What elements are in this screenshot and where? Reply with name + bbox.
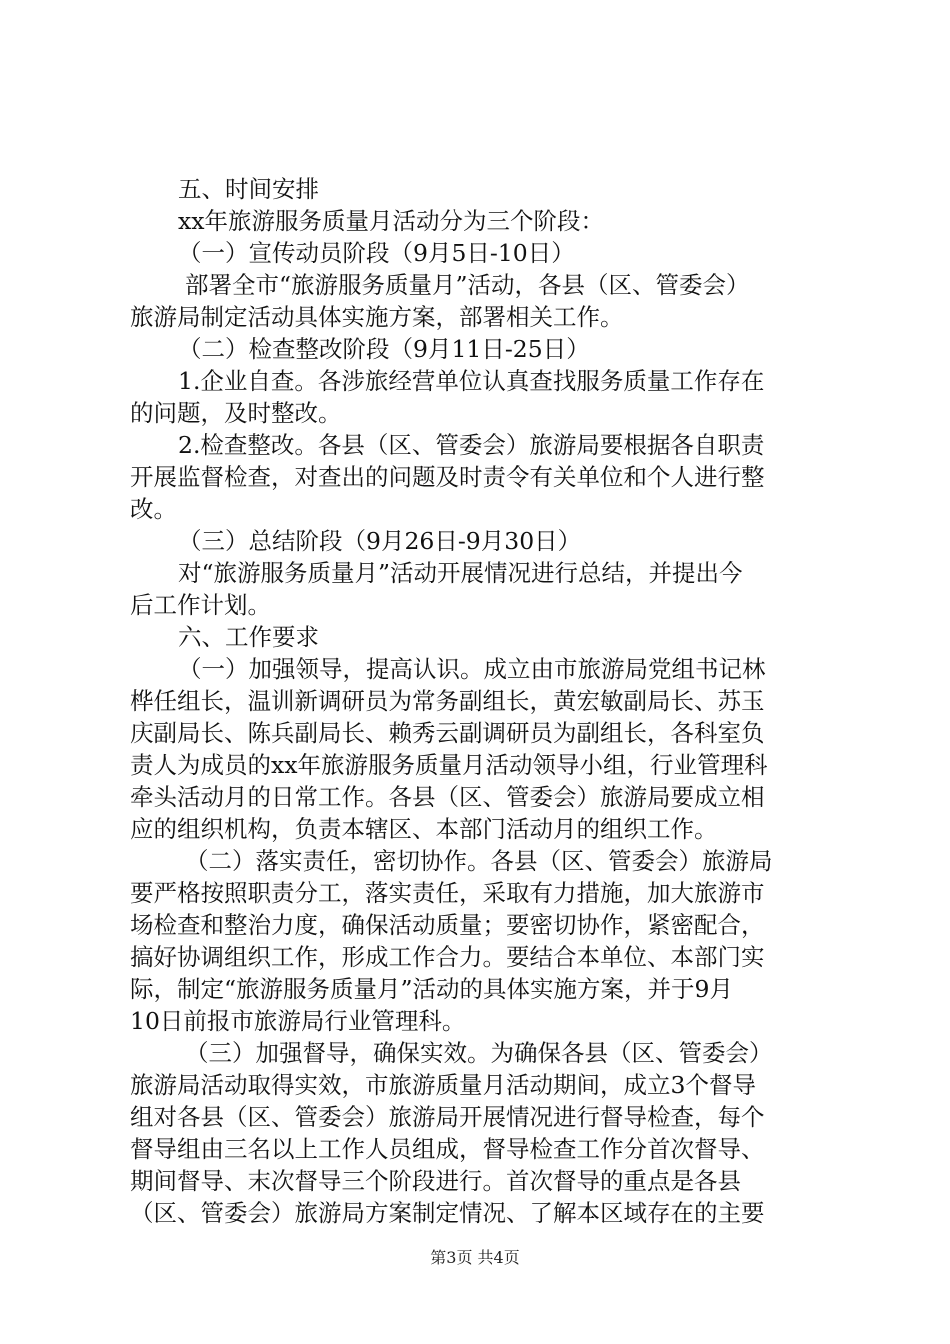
paragraph-line: 后工作计划。 [130,591,271,619]
paragraph-line: 旅游局活动取得实效，市旅游质量月活动期间，成立3个督导 [130,1071,756,1099]
subsection-heading: （三）总结阶段（9月26日-9月30日） [178,527,582,555]
paragraph-line: 的问题，及时整改。 [130,399,342,427]
paragraph-line: 期间督导、末次督导三个阶段进行。首次督导的重点是各县 [130,1167,741,1195]
paragraph-line: （三）加强督导，确保实效。为确保各县（区、管委会） [185,1039,773,1067]
paragraph-line: 对“旅游服务质量月”活动开展情况进行总结，并提出今 [178,559,743,587]
paragraph-line: xx年旅游服务质量月活动分为三个阶段： [178,207,605,235]
paragraph-line: 庆副局长、陈兵副局长、赖秀云副调研员为副组长，各科室负 [130,719,765,747]
paragraph-line: 督导组由三名以上工作人员组成，督导检查工作分首次督导、 [130,1135,765,1163]
paragraph-line: （一）加强领导，提高认识。成立由市旅游局党组书记林 [178,655,766,683]
paragraph-line: 桦任组长，温训新调研员为常务副组长，黄宏敏副局长、苏玉 [130,687,765,715]
subsection-heading: （一）宣传动员阶段（9月5日-10日） [178,239,575,267]
paragraph-line: 开展监督检查，对查出的问题及时责令有关单位和个人进行整 [130,463,765,491]
subsection-heading: （二）检查整改阶段（9月11日-25日） [178,335,590,363]
paragraph-line: 旅游局制定活动具体实施方案，部署相关工作。 [130,303,624,331]
paragraph-line: 改。 [130,495,177,523]
paragraph-line: 牵头活动月的日常工作。各县（区、管委会）旅游局要成立相 [130,783,765,811]
paragraph-line: 2.检查整改。各县（区、管委会）旅游局要根据各自职责 [178,431,765,459]
paragraph-line: 要严格按照职责分工，落实责任，采取有力措施，加大旅游市 [130,879,765,907]
section-heading: 六、工作要求 [178,623,319,651]
paragraph-line: （区、管委会）旅游局方案制定情况、了解本区域存在的主要 [130,1199,765,1227]
paragraph-line: 责人为成员的xx年旅游服务质量月活动领导小组，行业管理科 [130,751,768,779]
paragraph-line: 1.企业自查。各涉旅经营单位认真查找服务质量工作存在 [178,367,765,395]
page-number-footer: 第3页 共4页 [430,1248,520,1267]
section-heading: 五、时间安排 [178,175,319,203]
paragraph-line: 搞好协调组织工作，形成工作合力。要结合本单位、本部门实 [130,943,765,971]
paragraph-line: 应的组织机构，负责本辖区、本部门活动月的组织工作。 [130,815,718,843]
paragraph-line: （二）落实责任，密切协作。各县（区、管委会）旅游局 [185,847,773,875]
paragraph-line: 10日前报市旅游局行业管理科。 [130,1007,466,1035]
paragraph-line: 部署全市“旅游服务质量月”活动，各县（区、管委会） [185,271,750,299]
paragraph-line: 组对各县（区、管委会）旅游局开展情况进行督导检查，每个 [130,1103,765,1131]
paragraph-line: 场检查和整治力度，确保活动质量；要密切协作，紧密配合， [130,911,765,939]
paragraph-line: 际，制定“旅游服务质量月”活动的具体实施方案，并于9月 [130,975,733,1003]
